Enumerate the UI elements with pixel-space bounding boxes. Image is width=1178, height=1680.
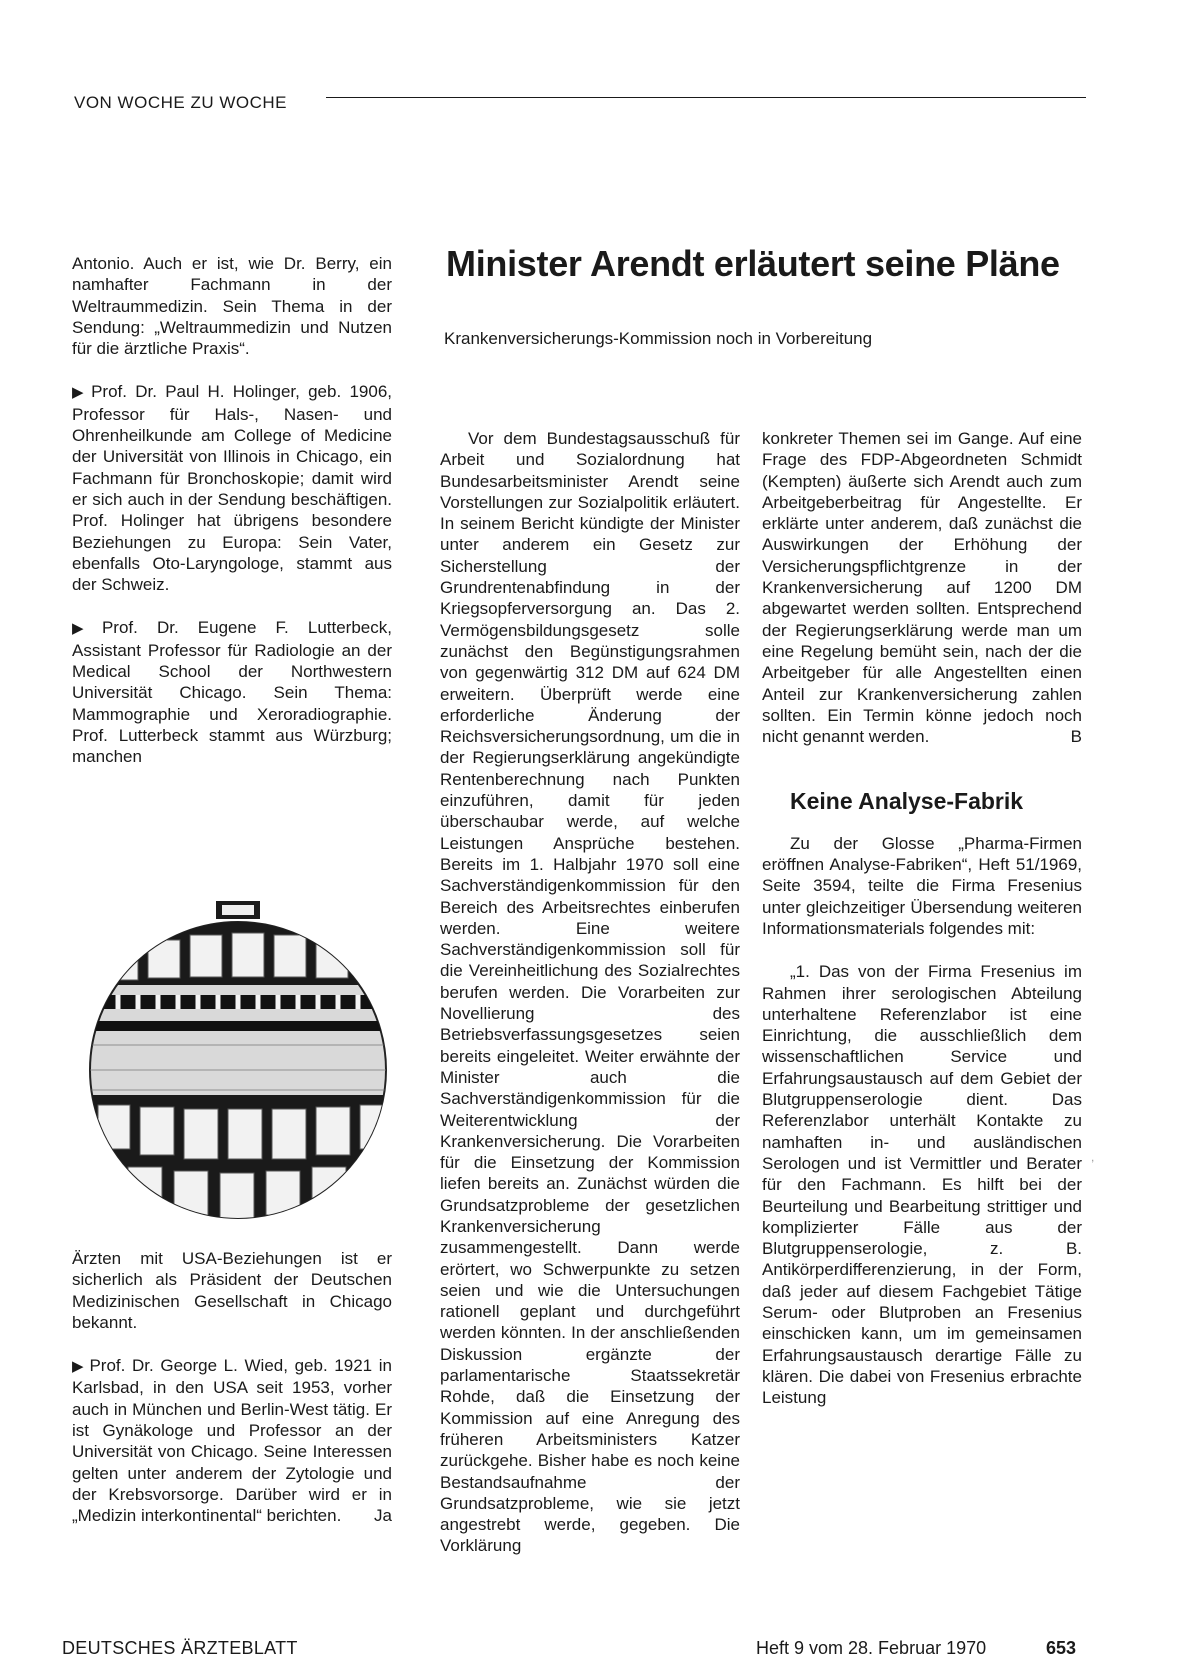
issue-info: Heft 9 vom 28. Februar 1970 [756, 1638, 987, 1658]
section-label: VON WOCHE ZU WOCHE [74, 93, 287, 112]
left-column-bottom [72, 1248, 392, 1527]
scan-mark: , [1091, 1150, 1095, 1164]
right-paragraph-3: „1. Das von der Firma Fresenius im Rahmen ihrer serologischen Abteilung unterhaltene Referenzlabor ist eine Einrichtung, die ausschließlich dem wissenschaftlichen Service und Erfahrungsaustausch auf dem Gebiet der Blutgruppenserologie dient. Das Referenzlabor unterhält Kontakte zu namhaften in- und ausländischen Serologen und ist Vermittler und Berater für den Fachmann. Es hilft bei der Beurteilung und Bearbeitung strittiger und komplizierter Fälle aus der Blutgruppenserologie, z. B. Antikörperdifferenzierung, in der Form, daß jeder auf diesem Fachgebiet Tätige Serum- oder Blutproben an Fresenius einschicken kann, um im gemeinsamen Erfahrungsaustausch derartige Fälle zu klären. Die dabei von Fresenius erbrachte Leistung [762, 962, 1082, 1408]
author-initials: Ja [374, 1506, 392, 1526]
page-number: 653 [1046, 1638, 1077, 1658]
left-column-top [72, 253, 392, 768]
right-column [762, 428, 1082, 1408]
left-paragraph-1: Antonio. Auch er ist, wie Dr. Berry, ein namhafter Fachmann in der Weltraummedizin. Sein Thema in der Sendung: „Weltraummedizin und Nutzen für die ärztliche Praxis“. [72, 254, 392, 359]
bullet-icon: ▶ [72, 620, 98, 638]
left-paragraph-5 [72, 1355, 392, 1526]
right-paragraph-1 [762, 428, 1082, 747]
article-title: Minister Arendt erläutert seine Pläne [446, 243, 1060, 284]
left-paragraph-4: Ärzten mit USA-Beziehungen ist er sicherlich als Präsident der Deutschen Medizinischen Gesellschaft in Chicago bekannt. [72, 1249, 392, 1332]
left-paragraph-3-text: Prof. Dr. Eugene F. Lutterbeck, Assistant Professor für Radiologie an der Medical School der Northwestern Universität Chicago. Sein Thema: Mammographie und Xeroradiographie. Prof. Lutterbeck stammt aus Würzburg; manchen [72, 618, 392, 767]
author-initials: B [1070, 727, 1082, 747]
right-paragraph-2: Zu der Glosse „Pharma-Firmen eröffnen Analyse-Fabriken“, Heft 51/1969, Seite 3594, teilte die Firma Fresenius unter gleichzeitiger Übersendung weiteren Informationsmaterials folgendes mit: [762, 833, 1082, 938]
header-rule [326, 97, 1086, 98]
left-paragraph-3 [72, 617, 392, 767]
bullet-icon: ▶ [72, 384, 88, 402]
bullet-icon: ▶ [72, 1358, 86, 1376]
satellite-illustration [78, 895, 398, 1235]
right-paragraph-1-text: konkreter Themen sei im Gange. Auf eine Frage des FDP-Abgeordneten Schmidt (Kempten) äußerte sich Arendt auch zum Arbeitgeberbeitrag für Angestellte. Er erklärte unter anderem, daß zunächst die Auswirkungen der Erhöhung der Versicherungspflichtgrenze in der Krankenversicherung auf 1200 DM abgewartet werden sollten. Entsprechend der Regierungserklärung werde man um eine Regelung bemüht sein, nach der die Arbeitgeber für alle Angestellten einen Anteil zur Krankenversicherung zahlen sollten. Ein Termin könne jedoch noch nicht genannt werden. [762, 429, 1082, 747]
section-heading: Keine Analyse-Fabrik [790, 788, 1024, 815]
middle-column [440, 428, 740, 1557]
middle-paragraph: Vor dem Bundestagsausschuß für Arbeit und Sozialordnung hat Bundesarbeitsminister Arendt seine Vorstellungen zur Sozialpolitik erläutert. In seinem Bericht kündigte der Minister unter anderem ein Gesetz zur Sicherstellung der Grundrentenabfindung in der Kriegsopferversorgung an. Das 2. Vermögensbildungsgesetz solle zunächst den Begünstigungsrahmen von gegenwärtig 312 DM auf 624 DM erweitern. Überprüft werde eine erforderliche Änderung der Reichsversicherungsordnung, um die in der Regierungserklärung angekündigte Rentenberechnung nach Punkten einzuführen, damit für jeden überschaubar werde, auf welche Leistungen Ansprüche bestehen. Bereits im 1. Halbjahr 1970 soll eine Sachverständigenkommission für den Bereich des Arbeitsrechtes einberufen werden. Eine weitere Sachverständigenkommission soll für die Vereinheitlichung des Sozialrechtes berufen werden. Die Vorarbeiten zur Novellierung des Betriebsverfassungsgesetzes seien bereits eingeleitet. Weiter erwähnte der Minister auch die Sachverständigenkommission für die Weiterentwicklung der Krankenversicherung. Die Vorarbeiten für die Einsetzung der Kommission liefen bereits an. Zunächst würden die Grundsatzprobleme der gesetzlichen Krankenversicherung zusammengestellt. Dann werde erörtert, wo Schwerpunkte zu setzen seien und wie die Untersuchungen rationell geplant und durchgeführt werden könnten. In der anschließenden Diskussion ergänzte der parlamentarische Staatssekretär Rohde, daß die Einsetzung der Kommission auf eine Anregung des früheren Arbeitsministers Katzer zurückgehe. Bisher habe es noch keine Bestandsaufnahme der Grundsatzprobleme, wie sie jetzt angestrebt werde, gegeben. Die Vorklärung [440, 429, 740, 1556]
left-paragraph-2 [72, 381, 392, 595]
article-subtitle: Krankenversicherungs-Kommission noch in Vorbereitung [444, 329, 873, 348]
journal-name: DEUTSCHES ÄRZTEBLATT [62, 1638, 298, 1658]
left-paragraph-5-text: Prof. Dr. George L. Wied, geb. 1921 in Karlsbad, in den USA seit 1953, vorher auch in München und Berlin-West tätig. Er ist Gynäkologe und Professor an der Universität von Chicago. Seine Interessen gelten unter anderem der Zytologie und der Krebsvorsorge. Darüber wird er in „Medizin interkontinental“ berichten. [72, 1356, 392, 1526]
left-paragraph-2-text: Prof. Dr. Paul H. Holinger, geb. 1906, Professor für Hals-, Nasen- und Ohrenheilkunde am College of Medicine der Universität von Illinois in Chicago, ein Fachmann für Bronchoskopie; damit wird er sich auch in der Sendung beschäftigen. Prof. Holinger hat übrigens besondere Beziehungen zu Europa: Sein Vater, ebenfalls Oto-Laryngologe, stammt aus der Schweiz. [72, 382, 392, 595]
